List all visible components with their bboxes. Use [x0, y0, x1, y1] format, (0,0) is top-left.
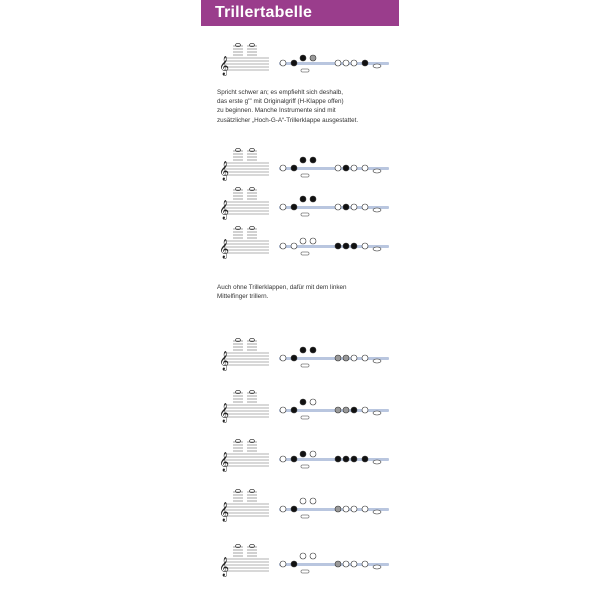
flute-key: [291, 165, 297, 171]
flute-key: [310, 55, 316, 61]
treble-clef-icon: 𝄞: [219, 403, 230, 423]
flute-key: [280, 407, 286, 413]
text-line: das erste g''' mit Originalgriff (H-Klappe offen): [217, 98, 344, 106]
staff: [224, 405, 269, 417]
flute-key: [280, 165, 286, 171]
flute-key: [362, 407, 368, 413]
flute-key: [362, 456, 368, 462]
flute-key: [300, 498, 306, 504]
staff: [224, 559, 269, 571]
fingering-diagram: [217, 543, 393, 579]
flute-key: [373, 64, 381, 68]
treble-clef-icon: 𝄞: [219, 502, 230, 522]
flute-key: [310, 451, 316, 457]
flute-key: [373, 169, 381, 173]
flute-key: [343, 407, 349, 413]
flute-key: [291, 561, 297, 567]
flute-key: [335, 165, 341, 171]
flute-key: [300, 157, 306, 163]
flute-key: [310, 399, 316, 405]
flute-key: [291, 204, 297, 210]
flute-key: [301, 174, 309, 177]
fingering-diagram: [217, 147, 393, 183]
flute-key: [351, 506, 357, 512]
flute-key: [291, 407, 297, 413]
flute-key: [335, 60, 341, 66]
flute-key: [310, 238, 316, 244]
flute-key: [362, 561, 368, 567]
fingering-row: [217, 337, 393, 373]
treble-clef-icon: 𝄞: [219, 351, 230, 371]
fingering-row: [217, 543, 393, 579]
flute-key: [300, 55, 306, 61]
staff: [224, 58, 269, 70]
flute-key: [362, 60, 368, 66]
flute-key: [343, 355, 349, 361]
flute-key: [280, 355, 286, 361]
fingering-row: [217, 488, 393, 524]
flute-key: [301, 364, 309, 367]
fingering-row: [217, 186, 393, 222]
staff: [224, 504, 269, 516]
flute-key: [351, 60, 357, 66]
flute-key: [280, 506, 286, 512]
flute-key: [335, 204, 341, 210]
fingering-diagram: [217, 337, 393, 373]
flute-key: [351, 355, 357, 361]
flute-key: [301, 416, 309, 419]
flute-key: [351, 243, 357, 249]
text-line: Spricht schwer an; es empfiehlt sich deshalb,: [217, 89, 343, 96]
fingering-row: [217, 389, 393, 425]
flute-key: [291, 60, 297, 66]
staff: [224, 454, 269, 466]
fingering-row: [217, 438, 393, 474]
flute-key: [373, 460, 381, 464]
flute-key: [343, 204, 349, 210]
staff: [224, 202, 269, 214]
flute-key: [291, 243, 297, 249]
treble-clef-icon: 𝄞: [219, 239, 230, 259]
flute-key: [300, 553, 306, 559]
flute-key: [301, 69, 309, 72]
flute-key: [310, 498, 316, 504]
flute-key: [301, 213, 309, 216]
flute-key: [335, 355, 341, 361]
paragraph-note-1: [217, 88, 397, 125]
treble-clef-icon: 𝄞: [219, 557, 230, 577]
page-title: Trillertabelle: [215, 4, 313, 21]
flute-key: [310, 553, 316, 559]
flute-key: [301, 570, 309, 573]
flute-key: [351, 561, 357, 567]
flute-key: [301, 515, 309, 518]
fingering-row: [217, 147, 393, 183]
flute-key: [300, 238, 306, 244]
text-line: Mittelfinger trillern.: [217, 293, 269, 301]
flute-key: [343, 561, 349, 567]
fingering-diagram: [217, 438, 393, 474]
fingering-row: [217, 225, 393, 261]
flute-key: [310, 196, 316, 202]
flute-key: [300, 399, 306, 405]
flute-key: [300, 347, 306, 353]
flute-key: [291, 456, 297, 462]
flute-key: [362, 506, 368, 512]
flute-key: [280, 561, 286, 567]
flute-key: [351, 407, 357, 413]
flute-key: [310, 347, 316, 353]
flute-key: [335, 506, 341, 512]
flute-key: [291, 506, 297, 512]
staff: [224, 353, 269, 365]
fingering-diagram: [217, 42, 393, 78]
flute-key: [373, 565, 381, 569]
flute-key: [373, 510, 381, 514]
flute-key: [280, 456, 286, 462]
flute-key: [343, 506, 349, 512]
flute-key: [373, 247, 381, 251]
flute-key: [291, 355, 297, 361]
treble-clef-icon: 𝄞: [219, 161, 230, 181]
flute-key: [301, 465, 309, 468]
staff: [224, 241, 269, 253]
paragraph-note-2: [217, 283, 397, 301]
flute-key: [362, 204, 368, 210]
flute-key: [362, 165, 368, 171]
flute-key: [373, 208, 381, 212]
flute-key: [335, 243, 341, 249]
flute-key: [335, 456, 341, 462]
fingering-diagram: [217, 186, 393, 222]
flute-key: [351, 456, 357, 462]
title-banner: [201, 0, 399, 26]
fingering-row: [217, 42, 393, 78]
flute-key: [343, 243, 349, 249]
flute-key: [343, 456, 349, 462]
text-line: zu beginnen. Manche Instrumente sind mit: [217, 107, 336, 115]
flute-key: [351, 165, 357, 171]
text-line: zusätzlicher „Hoch-G-A“-Trillerklappe ausgestattet.: [217, 116, 359, 124]
treble-clef-icon: 𝄞: [219, 200, 230, 220]
fingering-diagram: [217, 225, 393, 261]
treble-clef-icon: 𝄞: [219, 56, 230, 76]
fingering-diagram: [217, 488, 393, 524]
flute-key: [280, 60, 286, 66]
flute-key: [335, 407, 341, 413]
fingering-diagram: [217, 389, 393, 425]
flute-key: [351, 204, 357, 210]
flute-key: [301, 252, 309, 255]
flute-key: [280, 204, 286, 210]
flute-key: [300, 196, 306, 202]
flute-key: [300, 451, 306, 457]
flute-key: [343, 60, 349, 66]
flute-key: [310, 157, 316, 163]
flute-key: [373, 359, 381, 363]
treble-clef-icon: 𝄞: [219, 452, 230, 472]
flute-key: [362, 243, 368, 249]
flute-key: [343, 165, 349, 171]
text-line: Auch ohne Trillerklappen, dafür mit dem linken: [217, 284, 347, 291]
flute-key: [335, 561, 341, 567]
flute-key: [280, 243, 286, 249]
flute-key: [362, 355, 368, 361]
flute-key: [373, 411, 381, 415]
staff: [224, 163, 269, 175]
